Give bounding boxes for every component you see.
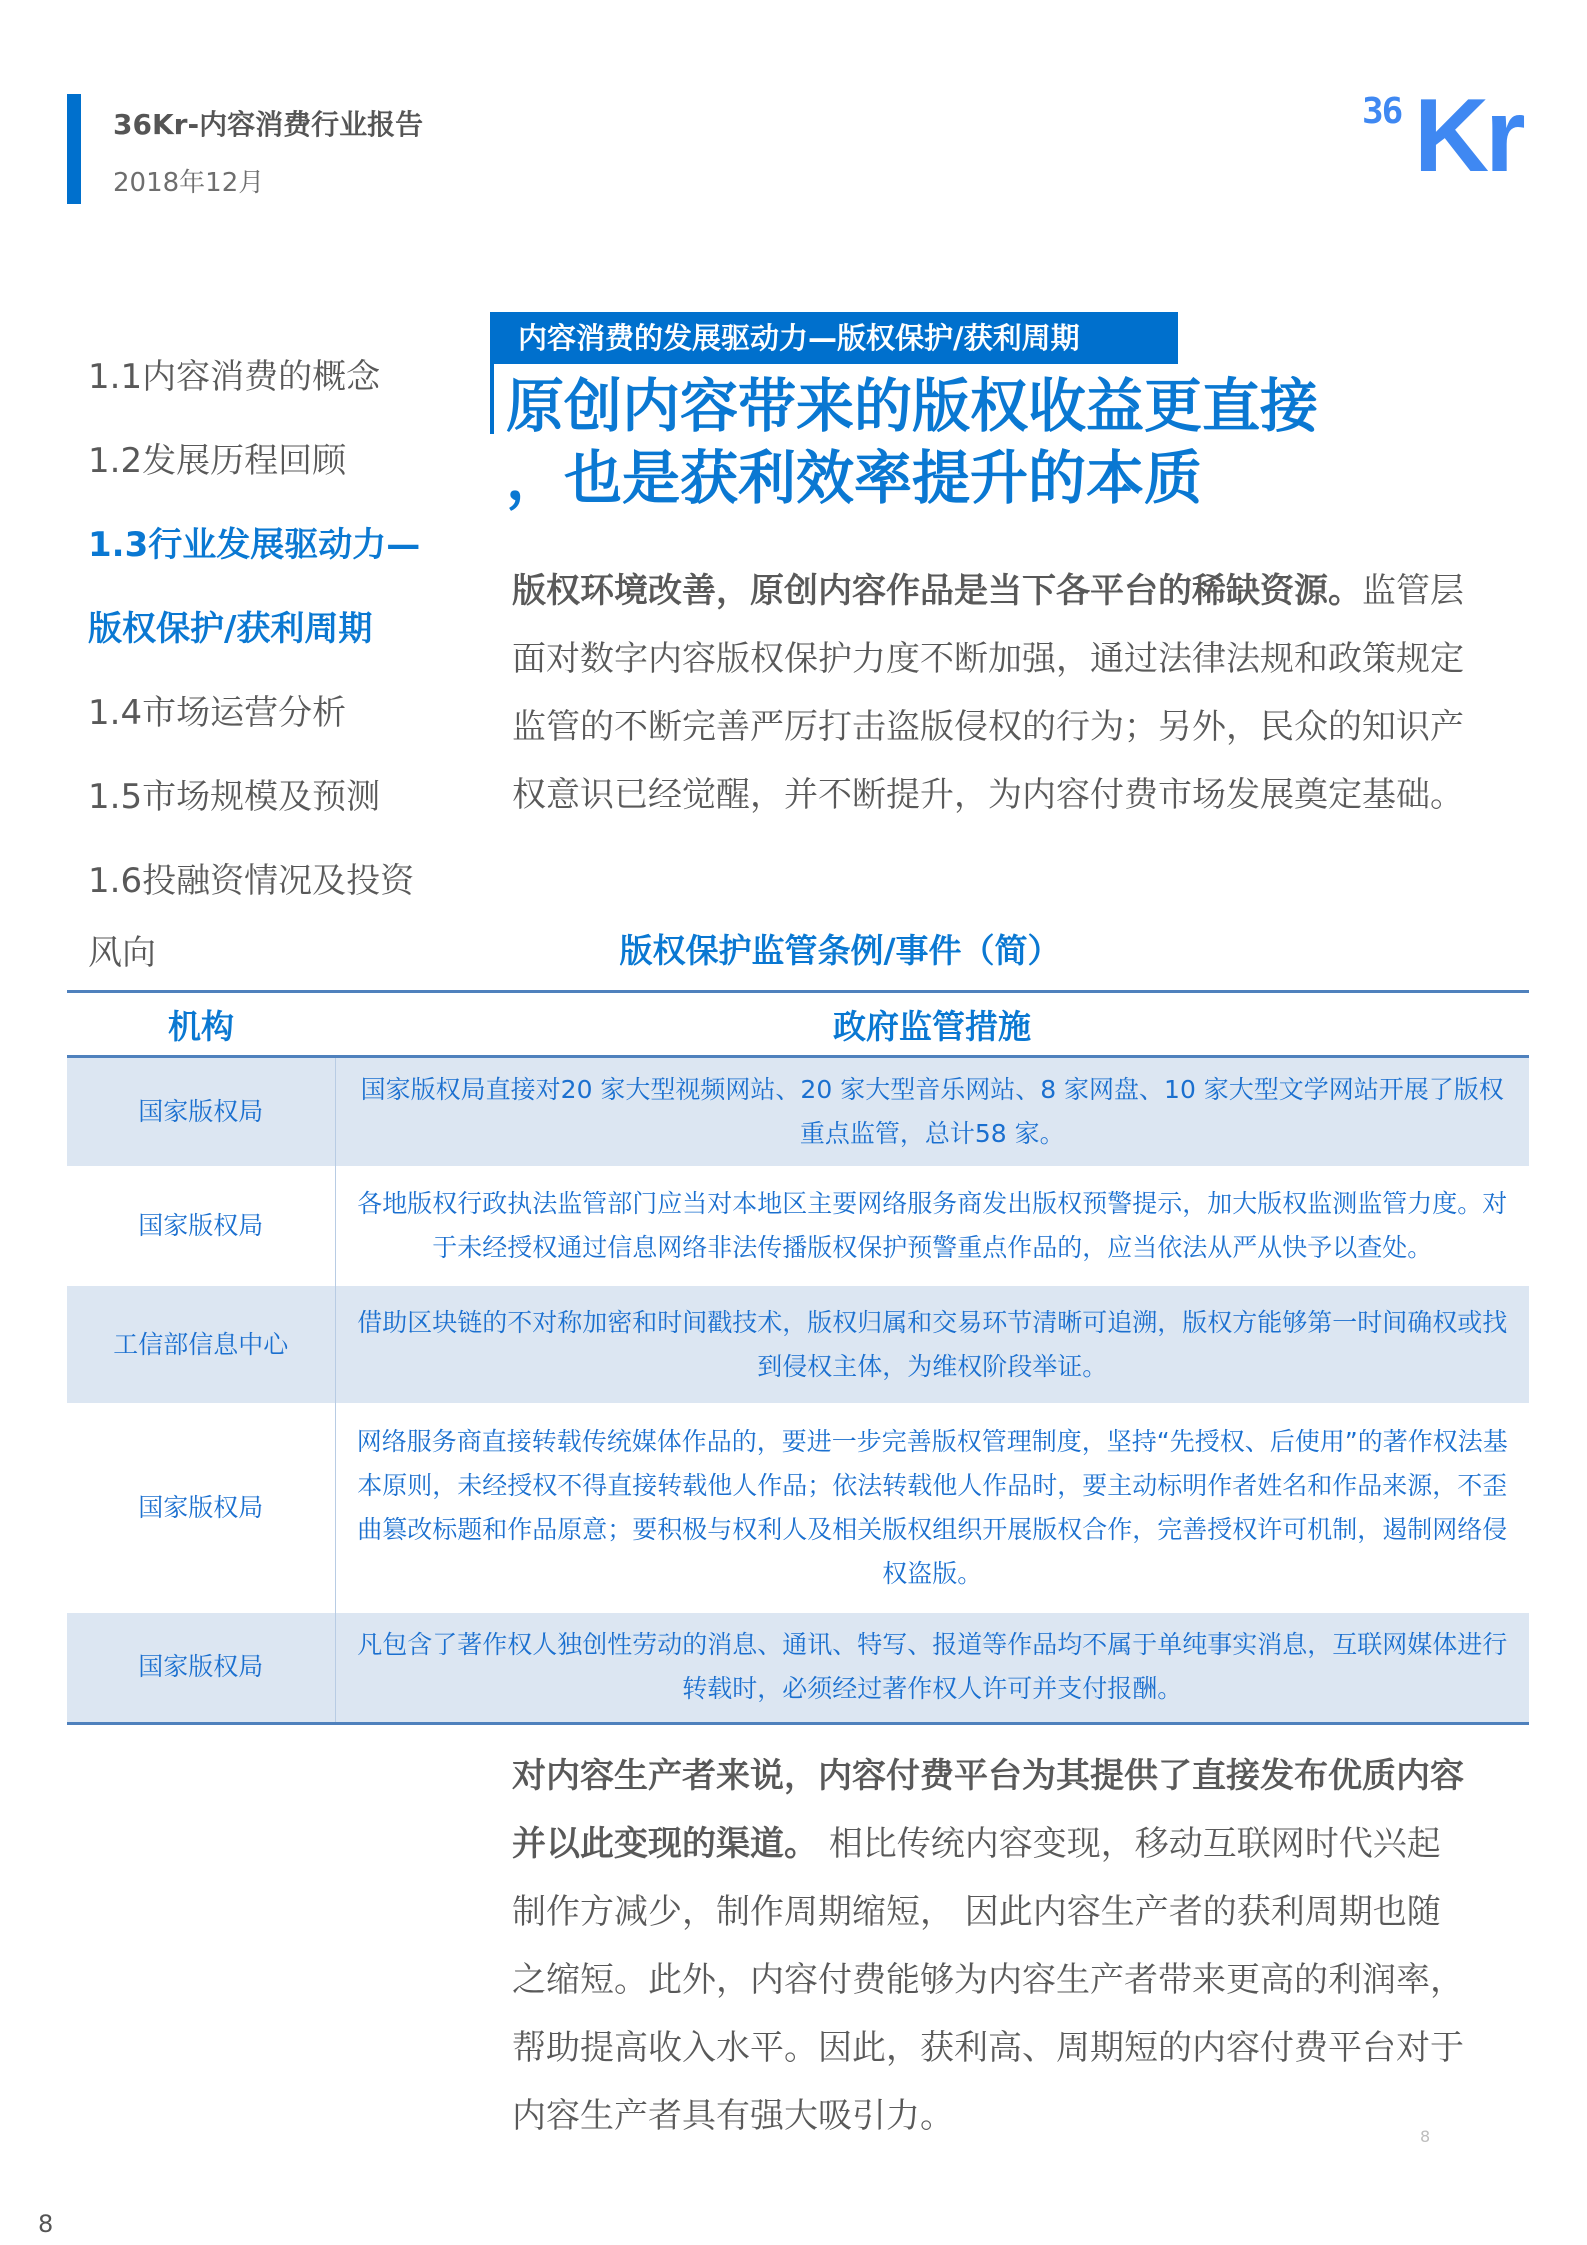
report-title: 36Kr-内容消费行业报告 [113,108,424,141]
producer-lead: 对内容生产者来说，内容付费平台为其提供了直接发布优质内容并以此变现的渠道。 [512,1756,1464,1864]
intro-lead: 版权环境改善，原创内容作品是当下各平台的稀缺资源。 [512,571,1362,611]
cell-org: 工信部信息中心 [67,1286,335,1403]
cell-measure: 凡包含了著作权人独创性劳动的消息、通讯、特写、报道等作品均不属于单纯事实消息，互联网媒体进行转载时，必须经过著作权人许可并支付报酬。 [335,1613,1529,1723]
table-row [67,1613,1529,1723]
cell-org: 国家版权局 [67,1403,335,1613]
table-header-row [67,992,1529,1057]
table-row [67,1403,1529,1613]
intro-paragraph [512,557,1472,829]
col-header-org: 机构 [67,992,335,1057]
slide-page-number: 8 [1420,2127,1431,2146]
regulation-table [67,990,1529,1725]
cell-measure: 借助区块链的不对称加密和时间戳技术，版权归属和交易环节清晰可追溯，版权方能够第一时间确权或找到侵权主体，为维权阶段举证。 [335,1286,1529,1403]
cell-measure: 各地版权行政执法监管部门应当对本地区主要网络服务商发出版权预警提示，加大版权监测监管力度。对于未经授权通过信息网络非法传播版权保护预警重点作品的，应当依法从严从快予以查处。 [357,1189,1508,1262]
page-title [506,370,1486,514]
toc-item-1-3-active[interactable]: 1.3行业发展驱动力— [88,525,421,565]
report-date: 2018年12月 [113,168,265,198]
table-row [67,1286,1529,1403]
table-row [67,1057,1529,1167]
page-title-line2: ，也是获利效率提升的本质 [506,444,1203,512]
logo-36: 36 [1362,91,1402,132]
producer-body: 相比传统内容变现，移动互联网时代兴起制作方减少，制作周期缩短， 因此内容生产者的获利周期也随之缩短。此外，内容付费能够为内容生产者带来更高的利润率，帮助提高收入水平。因此，获利高、周期短的内容付费平台对于内容生产者具有强大吸引力。 [512,1824,1464,2136]
page-number: 8 [38,2210,54,2238]
header-accent-bar [67,94,81,204]
cell-org: 国家版权局 [67,1166,335,1286]
logo-kr: Kr [1414,78,1522,194]
col-header-measure: 政府监管措施 [335,992,1529,1057]
toc-item-1-1[interactable]: 1.1内容消费的概念 [88,357,381,397]
table-of-contents [88,335,468,923]
toc-item-1-4[interactable]: 1.4市场运营分析 [88,693,347,733]
intro-body: 监管层面对数字内容版权保护力度不断加强，通过法律法规和政策规定监管的不断完善严厉打击盗版侵权的行为；另外，民众的知识产权意识已经觉醒，并不断提升，为内容付费市场发展奠定基础。 [512,571,1464,815]
toc-item-1-6-cont[interactable]: 风向 [88,933,156,973]
36kr-logo [1362,78,1542,194]
toc-item-1-3-active-cont[interactable]: 版权保护/获利周期 [88,609,373,649]
cell-measure: 网络服务商直接转载传统媒体作品的，要进一步完善版权管理制度，坚持“先授权、后使用”的著作权法基本原则，未经授权不得直接转载他人作品；依法转载他人作品时，要主动标明作者姓名和作品来源，不歪曲篡改标题和作品原意；要积极与权利人及相关版权组织开展版权合作，完善授权许可机制，遏制网络侵权盗版。 [356,1427,1508,1588]
section-tag: 内容消费的发展驱动力—版权保护/获利周期 [490,312,1178,364]
page-title-line1: 原创内容带来的版权收益更直接 [506,372,1319,440]
table-row [67,1166,1529,1286]
toc-item-1-2[interactable]: 1.2发展历程回顾 [88,441,347,481]
table-caption: 版权保护监管条例/事件（简） [619,931,1061,970]
producer-paragraph [512,1742,1472,2150]
cell-org: 国家版权局 [67,1057,335,1167]
cell-measure: 国家版权局直接对20 家大型视频网站、20 家大型音乐网站、8 家网盘、10 家大型文学网站开展了版权重点监管，总计58 家。 [335,1057,1529,1167]
toc-item-1-6[interactable]: 1.6投融资情况及投资 [88,861,415,901]
cell-org: 国家版权局 [67,1613,335,1723]
toc-item-1-5[interactable]: 1.5市场规模及预测 [88,777,381,817]
